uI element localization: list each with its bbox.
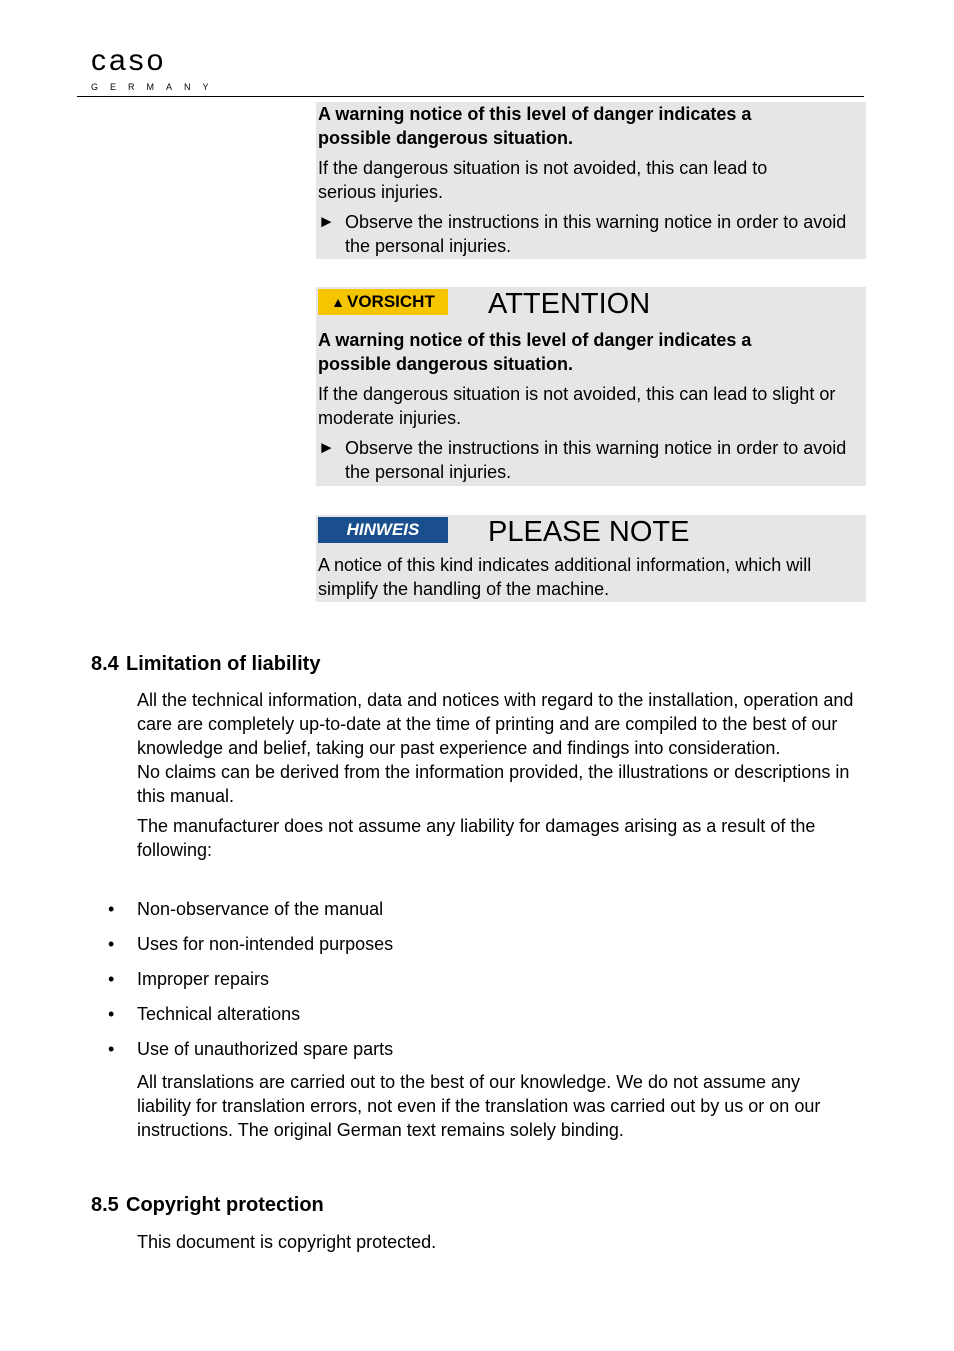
note-title: PLEASE NOTE — [488, 516, 690, 548]
section-number: 8.5 — [91, 1194, 119, 1216]
caution-box — [316, 287, 866, 486]
paragraph: The manufacturer does not assume any liability for damages arising as a result of the following: — [137, 816, 816, 860]
section-8-4-closing — [137, 1070, 857, 1142]
paragraph: No claims can be derived from the information provided, the illustrations or descriptions in this manual. — [137, 762, 850, 806]
header-rule — [77, 96, 864, 97]
note-text: A notice of this kind indicates additional information, which will simplify the handling of the machine. — [318, 555, 812, 599]
arrow-icon: ► — [318, 212, 335, 231]
list-item — [108, 897, 383, 921]
list-item-text: Uses for non-intended purposes — [137, 934, 394, 954]
list-item-text: Technical alterations — [137, 1004, 301, 1024]
hinweis-badge: HINWEIS — [318, 517, 448, 543]
section-heading-8-4 — [91, 653, 320, 676]
caution-title: ATTENTION — [488, 288, 651, 320]
caution-bold-text: A warning notice of this level of danger indicates a possible dangerous situation. — [318, 330, 752, 374]
warning-text: If the dangerous situation is not avoided, this can lead to serious injuries. — [318, 158, 768, 202]
vorsicht-badge — [318, 289, 448, 315]
bullet-icon: • — [108, 1039, 115, 1059]
warning-instruction — [316, 210, 866, 258]
list-item-text: Use of unauthorized spare parts — [137, 1039, 394, 1059]
paragraph: This document is copyright protected. — [137, 1232, 437, 1252]
bullet-icon: • — [108, 934, 115, 954]
logo-sub: GERMANY — [91, 82, 221, 92]
list-item — [108, 1002, 300, 1026]
section-8-4-body — [137, 688, 867, 862]
vorsicht-badge-label: VORSICHT — [347, 292, 435, 311]
bullet-icon: • — [108, 1004, 115, 1024]
bullet-icon: • — [108, 969, 115, 989]
section-title: Limitation of liability — [126, 653, 321, 675]
list-item-text: Improper repairs — [137, 969, 270, 989]
caution-text: If the dangerous situation is not avoided, this can lead to slight or moderate injuries. — [318, 384, 836, 428]
note-box — [316, 515, 866, 602]
paragraph: All the technical information, data and notices with regard to the installation, operation and care are completely up-to-date at the time of printing and are compiled to the best of our knowledge and belief, taking our past experience and findings into consideration. — [137, 690, 854, 758]
warning-bold-text: A warning notice of this level of danger indicates a possible dangerous situation. — [318, 104, 752, 148]
warning-box — [316, 102, 866, 259]
bullet-icon: • — [108, 899, 115, 919]
section-heading-8-5 — [91, 1194, 324, 1217]
list-item — [108, 967, 269, 991]
list-item — [108, 932, 393, 956]
list-item — [108, 1037, 393, 1061]
list-item-text: Non-observance of the manual — [137, 899, 384, 919]
section-title: Copyright protection — [126, 1194, 324, 1216]
caution-instruction — [316, 436, 866, 484]
caution-instruction-text: Observe the instructions in this warning notice in order to avoid the personal injuries. — [345, 438, 847, 482]
arrow-icon: ► — [318, 438, 335, 457]
warning-instruction-text: Observe the instructions in this warning notice in order to avoid the personal injuries. — [345, 212, 847, 256]
warning-triangle-icon: ▲ — [331, 294, 345, 310]
logo-brand: caso — [91, 44, 167, 77]
section-number: 8.4 — [91, 653, 119, 675]
section-8-5-body — [137, 1230, 867, 1254]
paragraph: All translations are carried out to the best of our knowledge. We do not assume any liability for translation errors, not even if the translation was carried out by us or on our instructions. The original German text remains solely binding. — [137, 1072, 821, 1140]
